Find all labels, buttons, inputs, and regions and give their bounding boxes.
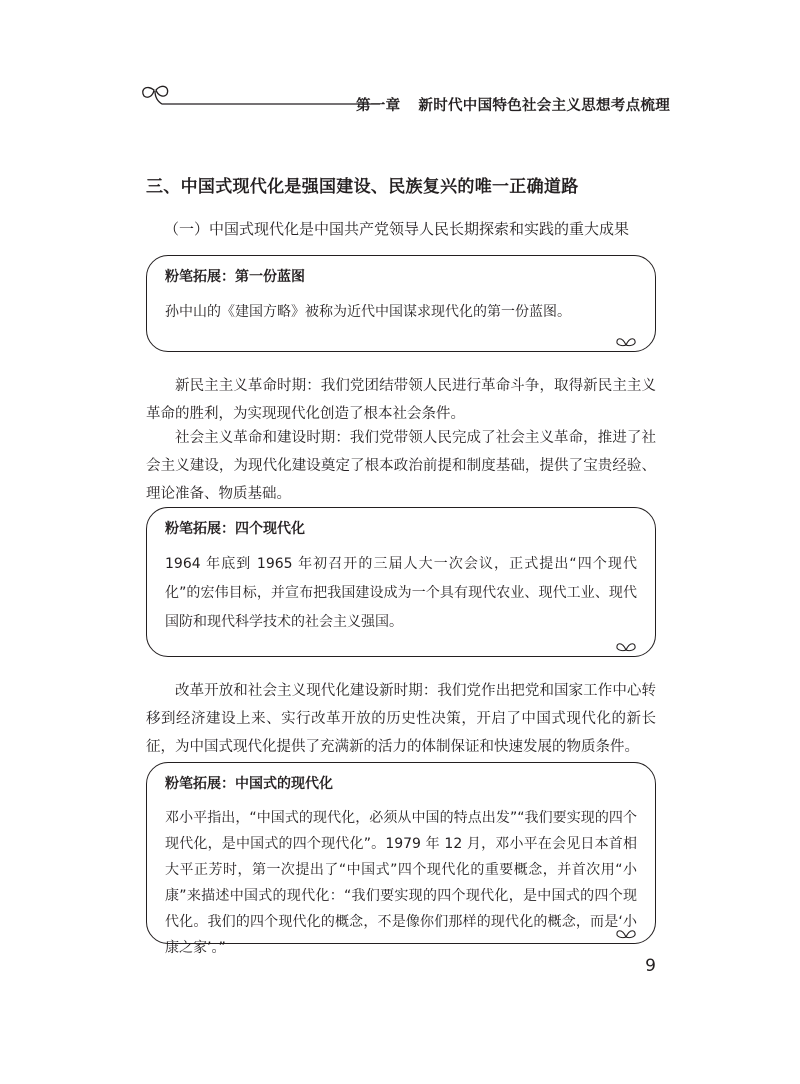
tip-box-four-modernizations	[146, 507, 656, 657]
paragraph-socialist-construction: 社会主义革命和建设时期：我们党带领人民完成了社会主义革命，推进了社会主义建设，为现代化建设奠定了根本政治前提和制度基础，提供了宝贵经验、理论准备、物质基础。	[146, 430, 656, 502]
subsection-title: （一）中国式现代化是中国共产党领导人民长期探索和实践的重大成果	[164, 220, 630, 238]
tip-box-blueprint	[146, 255, 656, 352]
tip-body: 孙中山的《建国方略》被称为近代中国谋求现代化的第一份蓝图。	[165, 304, 571, 320]
tip-box-chinese-modernization	[146, 762, 656, 956]
leaf-icon	[615, 640, 637, 652]
leaf-icon	[615, 335, 637, 347]
tip-body: 邓小平指出，“中国式的现代化，必须从中国的特点出发”“我们要实现的四个现代化，是中国式的四个现代化”。1979 年 12 月，邓小平在会见日本首相大平正芳时，第一次提出了“中国式”四个现代化的重要概念，并首次用“小康”来描述中国式的现代化：“我们要实现的四个现代化，是中国式的四个现代化。我们的四个现代化的概念，不是像你们那样的现代化的概念，而是‘小康之家’。”	[165, 810, 637, 956]
leaf-icon	[615, 927, 637, 939]
tip-title: 粉笔拓展：中国式的现代化	[165, 776, 333, 792]
sprout-icon	[140, 82, 380, 112]
tip-title: 粉笔拓展：第一份蓝图	[165, 269, 305, 285]
page-number: 9	[645, 956, 656, 976]
paragraph-reform-opening: 改革开放和社会主义现代化建设新时期：我们党作出把党和国家工作中心转移到经济建设上来、实行改革开放的历史性决策，开启了中国式现代化的新长征，为中国式现代化提供了充满新的活力的体制保证和快速发展的物质条件。	[146, 683, 656, 755]
tip-title: 粉笔拓展：四个现代化	[165, 521, 305, 537]
section-title: 三、中国式现代化是强国建设、民族复兴的唯一正确道路	[146, 177, 579, 197]
chapter-name: 新时代中国特色社会主义思想考点梳理	[418, 98, 670, 114]
chapter-label: 第一章	[355, 98, 401, 114]
paragraph-new-democratic: 新民主主义革命时期：我们党团结带领人民进行革命斗争，取得新民主主义革命的胜利，为实现现代化创造了根本社会条件。	[146, 378, 656, 422]
tip-body: 1964 年底到 1965 年初召开的三届人大一次会议，正式提出“四个现代化”的宏伟目标，并宣布把我国建设成为一个具有现代农业、现代工业、现代国防和现代科学技术的社会主义强国。	[165, 556, 637, 630]
chapter-title	[356, 94, 670, 115]
